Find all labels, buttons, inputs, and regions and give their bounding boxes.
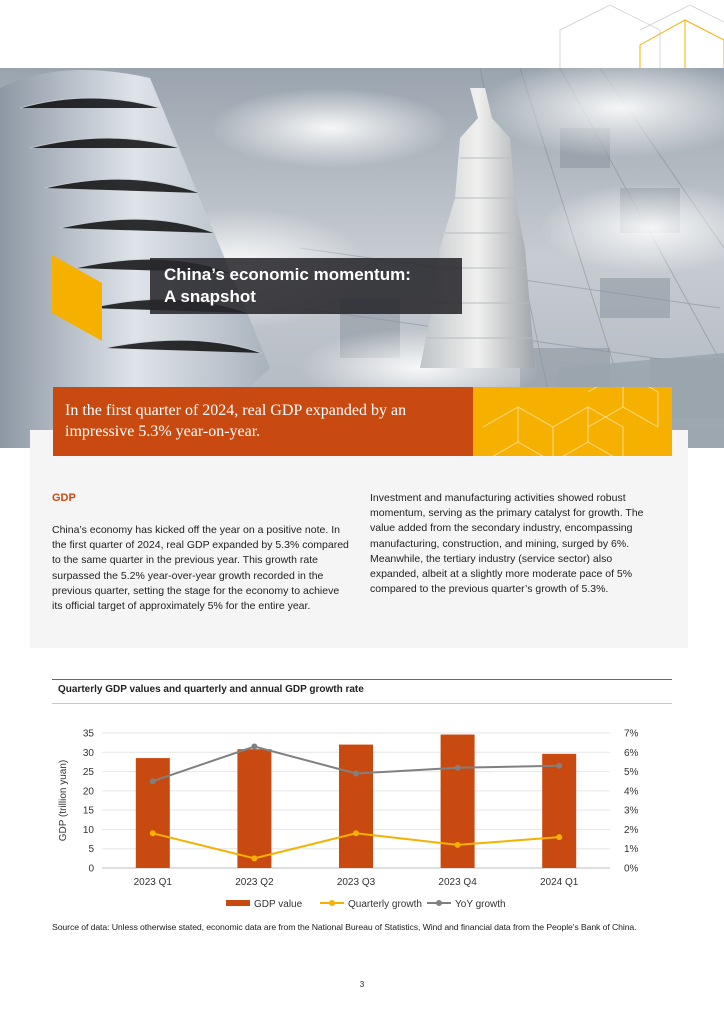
quarterly-growth-point: [150, 830, 156, 836]
quarterly-growth-point: [556, 834, 562, 840]
y-tick-label: 30: [82, 747, 94, 759]
y2-tick-label: 6%: [624, 747, 639, 759]
page-number: 3: [359, 980, 365, 989]
cube-pattern-decoration: [473, 387, 672, 456]
title-box: [150, 258, 462, 314]
x-tick-label: 2023 Q3: [336, 877, 376, 888]
x-tick-label: 2023 Q2: [235, 877, 274, 888]
x-tick-label: 2024 Q1: [540, 877, 579, 888]
yellow-hexagon-accent: [52, 255, 102, 341]
y-tick-label: 10: [82, 824, 94, 836]
bar-2023-q2: [237, 749, 271, 868]
chart-top-rule: [52, 679, 672, 680]
bar-2023-q4: [441, 735, 475, 868]
y-tick-label: 20: [82, 786, 94, 798]
legend-marker-quarterly-growth: [329, 900, 335, 906]
legend-label-gdp-value: GDP value: [254, 899, 303, 910]
y2-tick-label: 7%: [624, 728, 639, 740]
quarterly-growth-point: [251, 855, 257, 861]
x-tick-label: 2023 Q4: [438, 877, 477, 888]
page-title: China’s economic momentum: A snapshot: [164, 265, 411, 306]
banner-yellow-block: [473, 387, 672, 456]
source-note: Source of data: Unless otherwise stated, economic data are from the National Bureau of Statistics, Wind and financial data from the People's Bank of China.: [52, 922, 637, 932]
yoy-growth-point: [455, 765, 461, 771]
x-tick-label: 2023 Q1: [133, 877, 172, 888]
legend-label-yoy-growth: YoY growth: [455, 899, 506, 910]
left-paragraph: China’s economy has kicked off the year on a positive note. In the first quarter of 2024, real GDP expanded by 5.3% compared to the same quarter in the previous year. This growth rate surpassed the 5.2% year-over-year growth recorded in the previous quarter, setting the stage for the economy to achieve its official target of approximately 5% for the entire year.: [52, 524, 349, 613]
y-tick-label: 0: [88, 863, 94, 875]
y-tick-label: 35: [82, 728, 94, 740]
right-paragraph: Investment and manufacturing activities showed robust momentum, serving as the primary catalyst for growth. The value added from the secondary industry, encompassing manufacturing, construction, and mining, surged by 6%. Meanwhile, the tertiary industry (service sector) also expanded, albeit at a slightly more moderate pace of 5% compared to the previous quarter’s growth of 5.3%.: [370, 492, 644, 596]
bar-2024-q1: [542, 754, 576, 868]
yoy-growth-point: [251, 744, 257, 750]
y2-tick-label: 2%: [624, 824, 639, 836]
yoy-growth-point: [353, 771, 359, 777]
y2-tick-label: 4%: [624, 786, 639, 798]
highlight-banner: [53, 387, 473, 456]
y-axis-label: GDP (trillion yuan): [58, 759, 69, 842]
chart-title: Quarterly GDP values and quarterly and annual GDP growth rate: [58, 684, 364, 695]
quarterly-growth-point: [353, 830, 359, 836]
bar-2023-q1: [136, 758, 170, 868]
yoy-growth-point: [556, 763, 562, 769]
bar-2023-q3: [339, 745, 373, 868]
y2-tick-label: 3%: [624, 805, 639, 817]
quarterly-growth-point: [455, 842, 461, 848]
legend-swatch-gdp-value: [226, 900, 250, 906]
y-tick-label: 5: [88, 844, 94, 856]
y2-tick-label: 1%: [624, 844, 639, 856]
y-tick-label: 25: [82, 767, 94, 779]
legend-label-quarterly-growth: Quarterly growth: [348, 899, 422, 910]
legend-marker-yoy-growth: [436, 900, 442, 906]
banner-text: In the first quarter of 2024, real GDP expanded by an impressive 5.3% year-on-year.: [65, 402, 407, 440]
y-tick-label: 15: [82, 805, 94, 817]
y2-tick-label: 0%: [624, 863, 639, 875]
chart-divider: [52, 703, 672, 704]
section-heading: GDP: [52, 492, 76, 504]
yoy-growth-point: [150, 778, 156, 784]
y2-tick-label: 5%: [624, 767, 639, 779]
gdp-combo-chart: [40, 715, 680, 915]
